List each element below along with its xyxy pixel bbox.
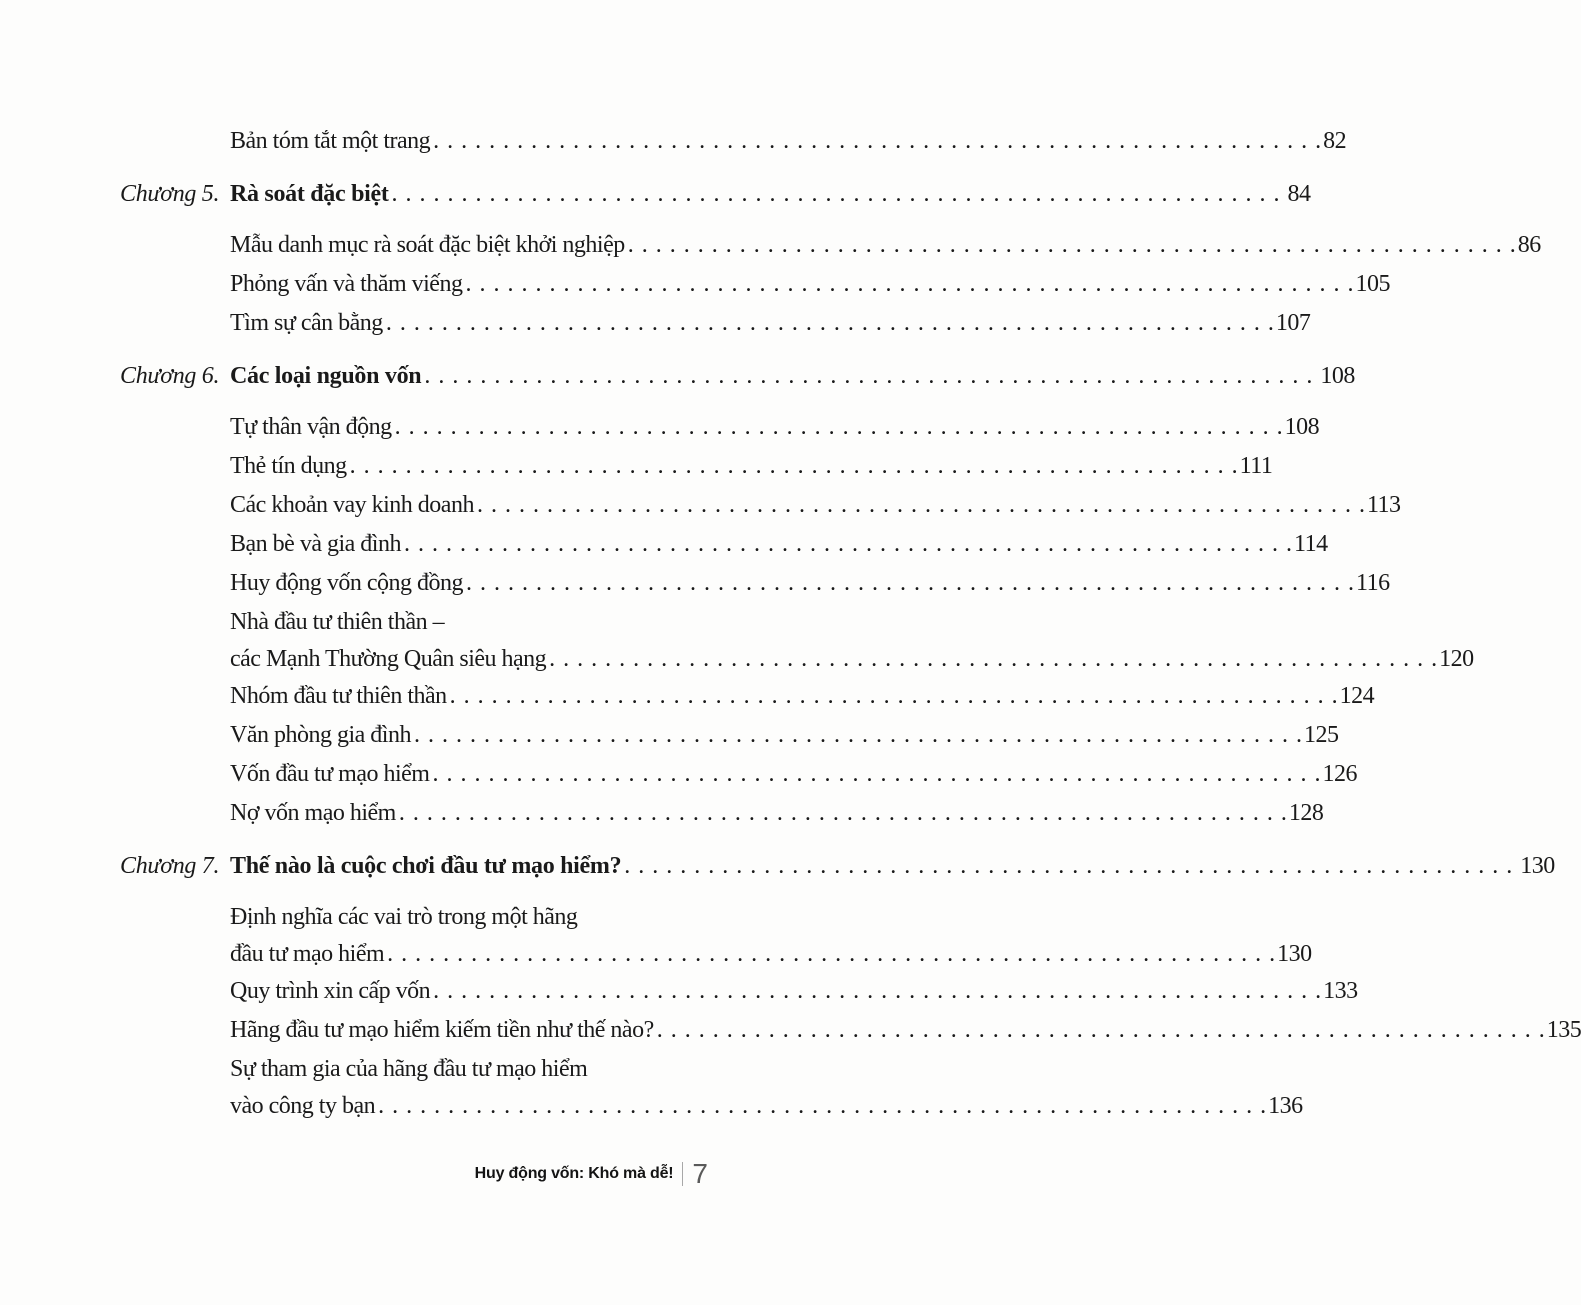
toc-page-number: 86 xyxy=(1517,232,1541,258)
toc-item-title: các Mạnh Thường Quân siêu hạng xyxy=(230,646,547,672)
toc-entry-row xyxy=(120,226,1541,265)
dot-leader xyxy=(657,1011,1546,1050)
toc-line xyxy=(230,175,1311,214)
chapter-label xyxy=(120,898,230,972)
chapter-label xyxy=(120,304,230,343)
toc-row-body xyxy=(230,175,1311,214)
toc-row-body xyxy=(230,603,1474,677)
toc-page-number: 130 xyxy=(1520,853,1555,879)
toc-line xyxy=(230,486,1401,525)
toc-page-number: 116 xyxy=(1355,570,1390,596)
dot-leader xyxy=(392,175,1281,214)
dot-leader xyxy=(477,486,1366,525)
toc-chapter-row xyxy=(120,175,1311,214)
toc-row-body xyxy=(230,226,1541,265)
toc-page-number: 114 xyxy=(1293,531,1328,557)
chapter-label xyxy=(120,226,230,265)
toc-row-body xyxy=(230,564,1390,603)
toc-entry-row xyxy=(120,304,1311,343)
toc-line xyxy=(230,408,1319,447)
toc-page-number: 124 xyxy=(1339,683,1375,709)
dot-leader xyxy=(450,677,1339,716)
chapter-label xyxy=(120,603,230,677)
toc-page-number: 111 xyxy=(1239,453,1273,479)
toc-line xyxy=(230,564,1390,603)
toc-line xyxy=(230,447,1272,486)
toc-item-title: Nhà đầu tư thiên thần – xyxy=(230,609,445,635)
toc-entry-row xyxy=(120,755,1357,794)
toc-item-title: Mẫu danh mục rà soát đặc biệt khởi nghiệp xyxy=(230,232,625,258)
toc-item-title: đầu tư mạo hiểm xyxy=(230,941,385,967)
chapter-label xyxy=(120,677,230,716)
dot-leader xyxy=(433,122,1322,161)
toc-item-title: Huy động vốn cộng đồng xyxy=(230,570,463,596)
toc-row-body xyxy=(230,357,1355,396)
toc-item-title: Bản tóm tắt một trang xyxy=(230,128,431,154)
toc-row-body xyxy=(230,408,1319,447)
chapter-label xyxy=(120,122,230,161)
toc-entry-row xyxy=(120,794,1324,833)
toc-line xyxy=(230,1050,1303,1089)
dot-leader xyxy=(432,755,1321,794)
toc-entry-row xyxy=(120,603,1474,677)
dot-leader xyxy=(433,972,1322,1011)
dot-leader xyxy=(414,716,1303,755)
toc-item-title: Phỏng vấn và thăm viếng xyxy=(230,271,463,297)
chapter-title: Các loại nguồn vốn xyxy=(230,363,422,389)
chapter-label: Chương 5. xyxy=(120,181,220,207)
toc-page-number: 82 xyxy=(1323,128,1347,154)
toc-entry-row xyxy=(120,716,1339,755)
toc-line xyxy=(230,642,1474,677)
toc-entry-row xyxy=(120,408,1320,447)
toc-page-number: 136 xyxy=(1268,1093,1303,1119)
toc-item-title: Nhóm đầu tư thiên thần xyxy=(230,683,447,709)
toc-row-body xyxy=(230,486,1401,525)
chapter-label xyxy=(120,755,230,794)
chapter-label xyxy=(120,265,230,304)
toc-page-number: 125 xyxy=(1303,722,1339,748)
toc-entry-row xyxy=(120,265,1390,304)
toc-line xyxy=(230,716,1338,755)
toc-item-title: Tự thân vận động xyxy=(230,414,392,440)
dot-leader xyxy=(386,304,1275,343)
chapter-label xyxy=(120,1011,230,1050)
toc-row-body xyxy=(230,304,1310,343)
toc-item-title: Bạn bè và gia đình xyxy=(230,531,401,557)
toc-line xyxy=(230,525,1328,564)
toc-page-number: 108 xyxy=(1320,363,1355,389)
footer-page-number: 7 xyxy=(692,1158,708,1189)
toc-item-title: Vốn đầu tư mạo hiểm xyxy=(230,761,430,787)
chapter-label xyxy=(120,408,230,447)
footer-divider xyxy=(682,1162,683,1186)
chapter-label xyxy=(120,564,230,603)
toc-line xyxy=(230,755,1357,794)
dot-leader xyxy=(466,564,1355,603)
toc-entry-row xyxy=(120,1050,1303,1124)
toc-page-number: 128 xyxy=(1288,800,1324,826)
toc-chapter-row xyxy=(120,847,1555,886)
chapter-label xyxy=(120,794,230,833)
dot-leader xyxy=(395,408,1284,447)
toc-entry-row xyxy=(120,1011,1581,1050)
toc-row-body xyxy=(230,1011,1581,1050)
dot-leader xyxy=(465,265,1354,304)
toc-item-title: Quy trình xin cấp vốn xyxy=(230,978,431,1004)
chapter-label xyxy=(120,716,230,755)
toc-row-body xyxy=(230,898,1312,972)
dot-leader xyxy=(378,1089,1267,1124)
toc-line xyxy=(230,357,1355,396)
toc-row-body xyxy=(230,794,1323,833)
toc-row-body xyxy=(230,677,1374,716)
toc-line xyxy=(230,1011,1581,1050)
toc-line xyxy=(230,898,1312,937)
toc-entry-row xyxy=(120,486,1401,525)
dot-leader xyxy=(628,226,1517,265)
toc-page-number: 126 xyxy=(1322,761,1357,787)
toc-item-title: Tìm sự cân bằng xyxy=(230,310,383,336)
toc-entry-row xyxy=(120,972,1358,1011)
toc-line xyxy=(230,122,1346,161)
toc-page-number: 108 xyxy=(1284,414,1320,440)
toc-entry-row xyxy=(120,122,1347,161)
toc-item-title: Văn phòng gia đình xyxy=(230,722,411,748)
toc-line xyxy=(230,1089,1303,1124)
toc-row-body xyxy=(230,716,1338,755)
toc-row-body xyxy=(230,972,1358,1011)
toc-item-title: Hãng đầu tư mạo hiểm kiếm tiền như thế nào? xyxy=(230,1017,654,1043)
page-footer xyxy=(475,1157,708,1191)
toc-chapter-row xyxy=(120,357,1355,396)
toc-entry-row xyxy=(120,447,1273,486)
footer-book-title: Huy động vốn: Khó mà dễ! xyxy=(474,1165,674,1182)
toc-row-body xyxy=(230,265,1390,304)
toc-line xyxy=(230,603,1474,642)
toc-item-title: Định nghĩa các vai trò trong một hãng xyxy=(230,904,578,930)
dot-leader xyxy=(387,937,1276,972)
toc-page-number: 120 xyxy=(1439,646,1474,672)
toc-page-number: 113 xyxy=(1366,492,1401,518)
chapter-label xyxy=(120,972,230,1011)
toc-line xyxy=(230,937,1312,972)
toc-line xyxy=(230,847,1555,886)
toc-row-body xyxy=(230,755,1357,794)
toc-entry-row xyxy=(120,525,1328,564)
toc-item-title: vào công ty bạn xyxy=(230,1093,376,1119)
toc-page-number: 84 xyxy=(1287,181,1311,207)
toc-item-title: Sự tham gia của hãng đầu tư mạo hiểm xyxy=(230,1056,588,1082)
dot-leader xyxy=(549,642,1438,677)
toc-line xyxy=(230,677,1374,716)
chapter-label xyxy=(120,1050,230,1124)
chapter-label: Chương 7. xyxy=(120,853,220,879)
toc-page-number: 105 xyxy=(1355,271,1390,297)
toc-row-body xyxy=(230,847,1555,886)
chapter-label xyxy=(120,525,230,564)
toc-page-number: 133 xyxy=(1323,978,1358,1004)
dot-leader xyxy=(424,357,1313,396)
toc-page-number: 107 xyxy=(1275,310,1311,336)
toc-line xyxy=(230,304,1310,343)
dot-leader xyxy=(404,525,1293,564)
chapter-title: Rà soát đặc biệt xyxy=(230,181,389,207)
chapter-label xyxy=(120,486,230,525)
toc-row-body xyxy=(230,1050,1303,1124)
toc-row-body xyxy=(230,122,1346,161)
toc-row-body xyxy=(230,447,1272,486)
toc-entry-row xyxy=(120,564,1390,603)
toc-page-number: 130 xyxy=(1277,941,1312,967)
toc-line xyxy=(230,226,1541,265)
dot-leader xyxy=(624,847,1513,886)
toc-line xyxy=(230,794,1323,833)
toc-row-body xyxy=(230,525,1328,564)
toc-line xyxy=(230,972,1358,1011)
chapter-title: Thế nào là cuộc chơi đầu tư mạo hiểm? xyxy=(230,853,622,879)
toc-item-title: Các khoản vay kinh doanh xyxy=(230,492,474,518)
dot-leader xyxy=(399,794,1288,833)
toc-entry-row xyxy=(120,898,1312,972)
toc-entry-row xyxy=(120,677,1375,716)
chapter-label xyxy=(120,447,230,486)
chapter-label: Chương 6. xyxy=(120,363,220,389)
toc-item-title: Nợ vốn mạo hiểm xyxy=(230,800,396,826)
dot-leader xyxy=(350,447,1239,486)
toc-page-number: 135 xyxy=(1546,1017,1581,1043)
toc-list xyxy=(120,122,1581,1124)
toc-line xyxy=(230,265,1390,304)
toc-item-title: Thẻ tín dụng xyxy=(230,453,347,479)
